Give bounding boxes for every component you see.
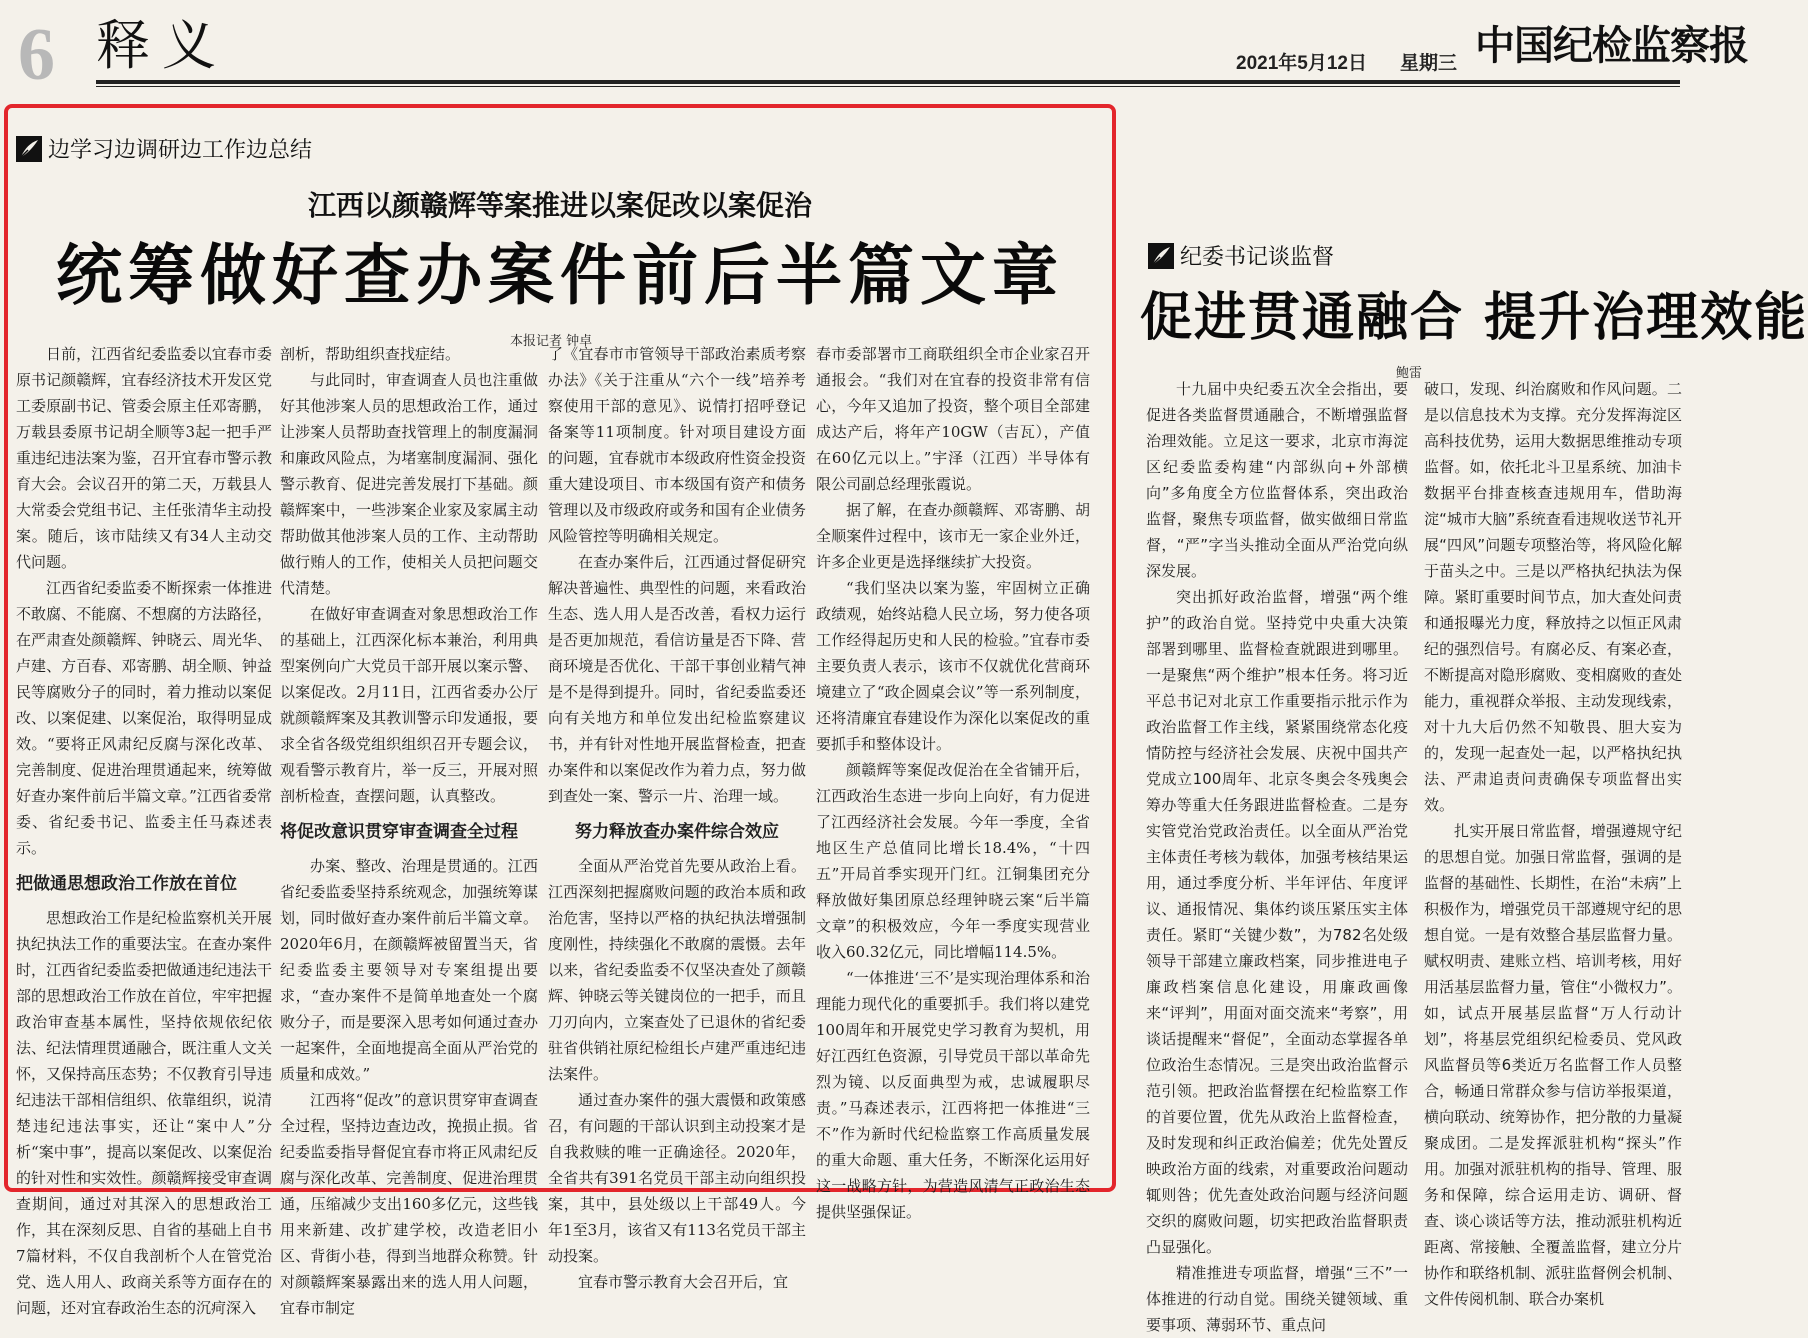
paragraph: 通过查办案件的强大震慑和政策感召，有问题的干部认识到主动投案才是自我救赎的唯一正确途径。2020年，全省共有391名党员干部主动向组织投案，其中，县处级以上干部49人。今年1至3月，该省又有113名党员干部主动投案。 bbox=[548, 1091, 806, 1265]
left-article-column-2 bbox=[280, 341, 538, 1317]
header-rule bbox=[96, 80, 1680, 84]
masthead bbox=[0, 0, 1748, 96]
right-article-column-2 bbox=[1424, 376, 1682, 1308]
quill-icon bbox=[16, 136, 42, 162]
right-kicker-text: 纪委书记谈监督 bbox=[1180, 245, 1335, 270]
section-heading: 把做通思想政治工作放在首位 bbox=[16, 874, 237, 894]
page-number: 6 bbox=[18, 14, 55, 96]
paragraph: 江西将“促改”的意识贯穿审查调查全过程，坚持边查边改，挽损止损。省纪委监委指导督促宜春市将正风肃纪反腐与深化改革、完善制度、促进治理贯通，压缩减少支出160多亿元，这些钱用来新建、改扩建学校，改造老旧小区、背街小巷，得到当地群众称赞。针对颜赣辉案暴露出来的选人用人问题，宜春市制定 bbox=[280, 1091, 538, 1317]
paragraph: 了《宜春市市管领导干部政治素质考察办法》《关于注重从“六个一线”培养考察使用干部的意见》、说情打招呼登记备案等11项制度。针对项目建设方面的问题，宜春就市本级政府性资金投资重大建设项目、市本级国有资产和债务管理以及市级政府或务和国有企业债务风险管控等明确相关规定。 bbox=[548, 345, 806, 545]
paragraph: 在做好审查调查对象思想政治工作的基础上，江西深化标本兼治，利用典型案例向广大党员干部开展以案示警、以案促改。2月11日，江西省委办公厅就颜赣辉案及其教训警示印发通报，要求全省各级党组织组织召开专题会议，观看警示教育片，举一反三，开展对照剖析检查，查摆问题，认真整改。 bbox=[280, 605, 538, 805]
right-kicker bbox=[1148, 240, 1334, 271]
paragraph: 精准推进专项监督，增强“三不”一体推进的行动自觉。围绕关键领域、重要事项、薄弱环节、重点问 bbox=[1146, 1264, 1408, 1334]
left-byline: 本报记者 钟卓 bbox=[510, 334, 593, 349]
paragraph: “一体推进‘三不’是实现治理体系和治理能力现代化的重要抓手。我们将以建党100周年和开展党史学习教育为契机，用好江西红色资源，引导党员干部以革命先烈为镜、以反面典型为戒，忠诚履职尽责。”马森述表示，江西将把一体推进“三不”作为新时代纪检监察工作高质量发展的重大命题、重大任务，不断深化运用好这一战略方针，为营造风清气正政治生态提供坚强保证。 bbox=[816, 969, 1090, 1221]
left-kicker bbox=[16, 133, 312, 164]
paragraph: 剖析，帮助组织查找症结。 bbox=[280, 345, 461, 363]
paragraph: 思想政治工作是纪检监察机关开展执纪执法工作的重要法宝。在查办案件时，江西省纪委监委把做通违纪违法干部的思想政治工作放在首位，牢牢把握政治审查基本属性，坚持依规依纪依法、纪法情理贯通融合，既注重人文关怀，又保持高压态势；不仅教育引导违纪违法干部相信组织、依靠组织，说清楚违纪违法事实，还让“案中人”分析“案中事”，提高以案促改、以案促治的针对性和实效性。颜赣辉接受审查调查期间，通过对其深入的思想政治工作，其在深刻反思、自省的基础上自书7篇材料，不仅自我剖析个人在管党治党、选人用人、政商关系等方面存在的问题，还对宜春政治生态的沉疴深入 bbox=[16, 909, 272, 1317]
paragraph: 全面从严治党首先要从政治上看。江西深刻把握腐败问题的政治本质和政治危害，坚持以严格的执纪执法增强制度刚性，持续强化不敢腐的震慑。去年以来，省纪委监委不仅坚决查处了颜赣辉、钟晓云等关键岗位的一把手，而且刀刃向内，立案查处了已退休的省纪委驻省供销社原纪检组长卢建严重违纪违法案件。 bbox=[548, 857, 806, 1083]
paragraph: 日前，江西省纪委监委以宜春市委原书记颜赣辉，宜春经济技术开发区党工委原副书记、管委会原主任邓寄鹏，万载县委原书记胡全顺等3起一把手严重违纪违法案为鉴，召开宜春市警示教育大会。会议召开的第二天，万载县人大常委会党组书记、主任张清华主动投案。随后，该市陆续又有34人主动交代问题。 bbox=[16, 345, 272, 571]
header-rule-thin bbox=[96, 86, 1680, 87]
paragraph: 据了解，在查办颜赣辉、邓寄鹏、胡全顺案件过程中，该市无一家企业外迁，许多企业更是选择继续扩大投资。 bbox=[816, 501, 1090, 571]
paragraph: 在查办案件后，江西通过督促研究解决普遍性、典型性的问题，来看政治生态、选人用人是否改善，看权力运行是否更加规范，看信访量是否下降、营商环境是否优化、干部干事创业精气神是不是得到提升。同时，省纪委监委还向有关地方和单位发出纪检监察建议书，并有针对性地开展监督检查，把查办案件和以案促改作为着力点，努力做到查处一案、警示一片、治理一域。 bbox=[548, 553, 806, 805]
left-subhead: 江西以颜赣辉等案推进以案促改以案促治 bbox=[307, 189, 812, 222]
newspaper-logo: 中国纪检监察报 bbox=[1475, 22, 1748, 69]
paragraph: 扎实开展日常监督，增强遵规守纪的思想自觉。加强日常监督，强调的是监督的基础性、长期性，在治“未病”上积极作为，增强党员干部遵规守纪的思想自觉。一是有效整合基层监督力量。赋权明责、建账立档、培训考核，用好用活基层监督力量，管住“小微权力”。如，试点开展基层监督“万人行动计划”，将基层党组织纪检委员、党风政风监督员等6类近万名监督工作人员整合，畅通日常群众参与信访举报渠道，横向联动、统筹协作，把分散的力量凝聚成团。二是发挥派驻机构“探头”作用。加强对派驻机构的指导、管理、服务和保障，综合运用走访、调研、督查、谈心谈话等方法，推动派驻机构近距离、常接触、全覆盖监督，建立分片协作和联络机制、派驻监督例会机制、文件传阅机制、联合办案机 bbox=[1424, 822, 1682, 1308]
paragraph: 宜春市警示教育大会召开后，宜 bbox=[578, 1273, 789, 1291]
left-article-column-1 bbox=[16, 341, 272, 1317]
quill-icon bbox=[1148, 243, 1174, 269]
right-article-column-1 bbox=[1146, 376, 1408, 1334]
section-title: 释义 bbox=[96, 14, 228, 77]
section-heading: 将促改意识贯穿审查调查全过程 bbox=[280, 822, 518, 842]
paragraph: 颜赣辉等案促改促治在全省铺开后，江西政治生态进一步向上向好，有力促进了江西经济社会发展。今年一季度，全省地区生产总值同比增长18.4%，“十四五”开局首季实现开门红。江铜集团充分释放做好集团原总经理钟晓云案“后半篇文章”的积极效应，今年一季度实现营业收入60.32亿元，同比增幅114.5%。 bbox=[816, 761, 1090, 961]
left-article-column-3 bbox=[548, 341, 806, 1291]
paragraph: 破口，发现、纠治腐败和作风问题。二是以信息技术为支撑。充分发挥海淀区高科技优势，运用大数据思维推动专项监督。如，依托北斗卫星系统、加油卡数据平台排查核查违规用车，借助海淀“城市大脑”系统查看违规收送节礼开展“四风”问题专项整治等，将风险化解于苗头之中。三是以严格执纪执法为保障。紧盯重要时间节点，加大查处问责和通报曝光力度，释放持之以恒正风肃纪的强烈信号。有腐必反、有案必查，不断提高对隐形腐败、变相腐败的查处能力，重视群众举报、主动发现线索，对十九大后仍然不知敬畏、胆大妄为的，发现一起查处一起，以严格执纪执法、严肃追责问责确保专项监督出实效。 bbox=[1424, 380, 1682, 814]
left-kicker-text: 边学习边调研边工作边总结 bbox=[48, 138, 313, 163]
left-article-column-4 bbox=[816, 341, 1090, 1221]
paragraph: 办案、整改、治理是贯通的。江西省纪委监委坚持系统观念，加强统筹谋划，同时做好查办案件前后半篇文章。2020年6月，在颜赣辉被留置当天，省纪委监委主要领导对专案组提出要求，“查办案件不是简单地查处一个腐败分子，而是要深入思考如何通过查办一起案件，全面地提高全面从严治党的质量和成效。” bbox=[280, 857, 538, 1083]
right-byline: 鲍雷 bbox=[1396, 366, 1423, 381]
paragraph: 与此同时，审查调查人员也注重做好其他涉案人员的思想政治工作，通过让涉案人员帮助查找管理上的制度漏洞和廉政风险点，为堵塞制度漏洞、强化警示教育、促进完善发展打下基础。颜赣辉案中，一些涉案企业家及家属主动帮助做其他涉案人员的工作、主动帮助做行贿人的工作，使相关人员把问题交代清楚。 bbox=[280, 371, 538, 597]
paragraph: 十九届中央纪委五次全会指出，要促进各类监督贯通融合，不断增强监督治理效能。立足这一要求，北京市海淀区纪委监委构建“内部纵向+外部横向”多角度全方位监督体系，突出政治监督，聚焦专项监督，做实做细日常监督，“严”字当头推动全面从严治党向纵深发展。 bbox=[1146, 380, 1408, 580]
paragraph: 春市委部署市工商联组织全市企业家召开通报会。“我们对在宜春的投资非常有信心，今年又追加了投资，整个项目全部建成达产后，将年产10GW（吉瓦），产值在60亿元以上。”宇泽（江西）半导体有限公司副总经理张霞说。 bbox=[816, 345, 1090, 493]
paragraph: 突出抓好政治监督，增强“两个维护”的政治自觉。坚持党中央重大决策部署到哪里、监督检查就跟进到哪里。一是聚焦“两个维护”根本任务。将习近平总书记对北京工作重要指示批示作为政治监督工作主线，紧紧围绕常态化疫情防控与经济社会发展、庆祝中国共产党成立100周年、北京冬奥会冬残奥会筹办等重大任务跟进监督检查。二是夯实管党治党政治责任。以全面从严治党主体责任考核为载体，加强考核结果运用，通过季度分析、半年评估、年度评议、通报情况、集体约谈压紧压实主体责任。紧盯“关键少数”，为782名处级领导干部建立廉政档案，同步推进电子廉政档案信息化建设，用廉政画像来“评判”，用面对面交流来“考察”，用谈话提醒来“督促”，全面动态掌握各单位政治生态情况。三是突出政治监督示范引领。把政治监督摆在纪检监察工作的首要位置，优先从政治上监督检查，及时发现和纠正政治偏差；优先处置反映政治方面的线索，对重要政治问题动辄则咎；优先查处政治问题与经济问题交织的腐败问题，切实把政治监督职责凸显强化。 bbox=[1146, 588, 1408, 1256]
publication-date: 2021年5月12日 bbox=[1236, 53, 1367, 74]
right-headline: 促进贯通融合 提升治理效能 bbox=[1140, 287, 1808, 348]
left-headline: 统筹做好查办案件前后半篇文章 bbox=[56, 236, 1064, 314]
section-heading: 努力释放查办案件综合效应 bbox=[575, 822, 779, 842]
paragraph: “我们坚决以案为鉴，牢固树立正确政绩观，始终站稳人民立场，努力使各项工作经得起历史和人民的检验。”宜春市委主要负责人表示，该市不仅就优化营商环境建立了“政企圆桌会议”等一系列制度，还将清廉宜春建设作为深化以案促改的重要抓手和整体设计。 bbox=[816, 579, 1090, 753]
publication-weekday: 星期三 bbox=[1400, 53, 1458, 74]
paragraph: 江西省纪委监委不断探索一体推进不敢腐、不能腐、不想腐的方法路径，在严肃查处颜赣辉、钟晓云、周光华、卢建、方百春、邓寄鹏、胡全顺、钟益民等腐败分子的同时，着力推动以案促改、以案促建、以案促治，取得明显成效。“要将正风肃纪反腐与深化改革、完善制度、促进治理贯通起来，统筹做好查办案件前后半篇文章。”江西省委常委、省纪委书记、监委主任马森述表示。 bbox=[16, 579, 272, 857]
